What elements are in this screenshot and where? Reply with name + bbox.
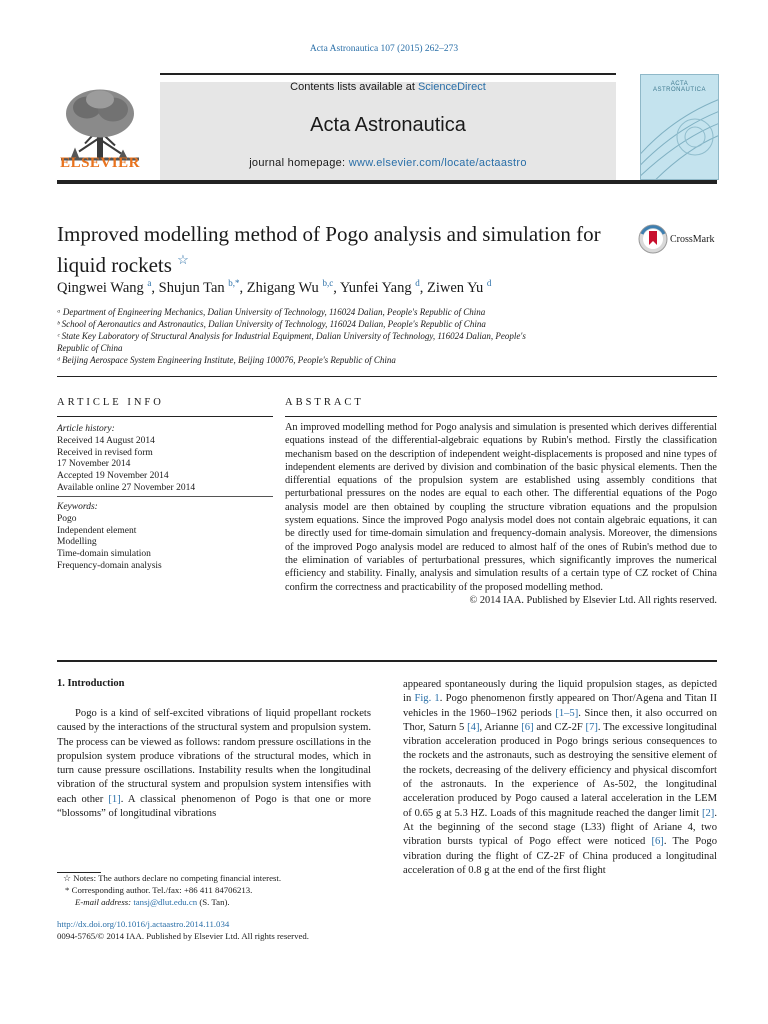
- issn-copyright-line: 0094-5765/© 2014 IAA. Published by Elsevier Ltd. All rights reserved.: [57, 931, 309, 941]
- article-title: [57, 222, 627, 278]
- doi-link[interactable]: http://dx.doi.org/10.1016/j.actaastro.2014.11.034: [57, 919, 230, 929]
- journal-cover-thumbnail: [640, 74, 719, 180]
- keyword-item: Independent element: [57, 525, 137, 536]
- abstract-copyright: © 2014 IAA. Published by Elsevier Ltd. All rights reserved.: [469, 594, 717, 606]
- reference-link[interactable]: [6]: [521, 721, 534, 733]
- reference-link[interactable]: [6]: [651, 836, 664, 848]
- body-text: . Pogo phenomenon firstly appeared on Thor/Agena and Titan II vehicles in the 1960–1962 periods: [403, 693, 717, 719]
- title-footnote-star[interactable]: ☆: [177, 252, 189, 267]
- affiliations-rule: [57, 376, 717, 377]
- body-text: , Arianne: [479, 721, 522, 733]
- journal-citation[interactable]: Acta Astronautica 107 (2015) 262–273: [309, 44, 459, 54]
- header-top-rule: [160, 73, 616, 75]
- author-affiliation-sup[interactable]: a: [147, 278, 152, 288]
- body-text: and CZ-2F: [533, 721, 586, 733]
- reference-link[interactable]: [7]: [585, 721, 598, 733]
- crossmark-icon: [638, 224, 668, 254]
- history-label: Article history:: [57, 424, 115, 434]
- doi-block: [57, 918, 397, 942]
- footnote-corresponding-author: * Corresponding author. Tel./fax: +86 411 84706213.: [65, 885, 253, 895]
- homepage-prefix: journal homepage:: [249, 157, 349, 169]
- footnotes: [57, 872, 371, 908]
- affiliation-item: ᶜ State Key Laboratory of Structural Analysis for Industrial Equipment, Dalian University of Technology, 116024 Dalian, People's Republic of China: [57, 331, 526, 353]
- cover-title: ACTA ASTRONAUTICA: [652, 81, 706, 93]
- affiliation-item: ᵈ Beijing Aerospace System Engineering Institute, Beijing 100076, People's Republic of China: [57, 355, 396, 365]
- body-text: Pogo is a kind of self-excited vibrations of liquid propellant rockets caused by the interactions of the structural system and propulsion system. The process can be viewed as follows: random pressure oscillations in the propulsion system produce vibrations of the structural modes, which in turn cause pressure oscillations. Instability results when the longitudinal vibration of the structural system and propulsion system intensifies with each other: [57, 708, 371, 805]
- keywords-label: Keywords:: [57, 502, 98, 512]
- history-item: Available online 27 November 2014: [57, 482, 196, 493]
- body-paragraph: [403, 678, 717, 878]
- reference-link[interactable]: [4]: [467, 721, 480, 733]
- history-keywords-rule: [57, 496, 273, 497]
- abstract-rule: [285, 416, 717, 417]
- affiliation-item: ᵇ School of Aeronautics and Astronautics, Dalian University of Technology, 116024 Dalian, People's Republic of China: [57, 319, 486, 329]
- history-item: Received in revised form: [57, 447, 153, 458]
- body-text: . Since then, it also occurred on Thor, Saturn 5: [403, 707, 717, 733]
- author-list: Qingwei Wang $^a$, Shujun Tan $^{b,*}$, Zhigang Wu $^{b,c}$, Yunfei Yang $^d$, Ziwen Yu $^d$: [57, 278, 492, 296]
- footnote-competing-interest: ☆ Notes: The authors declare no competing financial interest.: [63, 873, 282, 883]
- body-column-right: [403, 678, 717, 878]
- author-name: Yunfei Yang: [339, 279, 412, 296]
- keyword-item: Modelling: [57, 537, 97, 548]
- abstract-body: [285, 421, 717, 607]
- history-item: 17 November 2014: [57, 459, 131, 470]
- article-info-rule: [57, 416, 273, 417]
- contents-available-line: [160, 81, 616, 93]
- body-column-left: [57, 707, 371, 821]
- history-item: Received 14 August 2014: [57, 435, 155, 446]
- crossmark-label: CrossMark: [670, 234, 715, 245]
- body-text: appeared spontaneously during the liquid propulsion stages, as depicted in: [403, 679, 717, 705]
- author-affiliation-sup[interactable]: b,*: [228, 278, 240, 288]
- body-paragraph: [57, 707, 371, 821]
- abstract-heading: ABSTRACT: [285, 397, 364, 408]
- article-history: [57, 424, 273, 495]
- keyword-item: Time-domain simulation: [57, 549, 151, 560]
- author-affiliation-sup[interactable]: b,c: [322, 278, 334, 288]
- body-text: . The Pogo vibration during the flight of CZ-2F of China produced a longitudinal acceleration of 0.8 g at the end of the first flight: [403, 836, 718, 876]
- author-name: Shujun Tan: [158, 279, 225, 296]
- footnote-email: [57, 896, 371, 908]
- crossmark-badge[interactable]: [638, 224, 724, 256]
- author-affiliation-sup[interactable]: d: [415, 278, 420, 288]
- abstract-text: An improved modelling method for Pogo analysis and simulation is presented which derives differential equations instead of the differential-algebraic equations by Rubin's method. Firstly the classification mechanism based on the description of independent weight-displacements is proposed and nine types of independent elements are derived by division and combination of the basic physical elements. Then the differential equations of the propulsion system are established using assembly conditions that perturbational pressures on the nodes are equal to each other. The differential equations of the Pogo analysis model are then obtained by coupling the structure vibration equations and the propulsion system equations. Since the improved Pogo analysis model does not contain algebraic equations, it can be directly used for time-domain simulation and frequency-domain analysis. Moreover, the dimensions of the improved Pogo analysis model are reduced to almost half of the ones of Rubin's method due to the elimination of variables of perturbational pressures, which significantly improves the numerical efficiency and stability. Finally, analysis and simulation results of a certain type of CZ rocket of China confirm the correctness and practicability of the proposed modelling method.: [285, 422, 717, 593]
- email-suffix: (S. Tan).: [197, 897, 230, 907]
- author-name: Ziwen Yu: [426, 279, 484, 296]
- keyword-item: Pogo: [57, 513, 77, 524]
- contents-prefix: Contents lists available at: [290, 81, 418, 93]
- author-name: Zhigang Wu: [246, 279, 319, 296]
- author-name: Qingwei Wang: [57, 279, 144, 296]
- journal-homepage-link[interactable]: www.elsevier.com/locate/actaastro: [348, 157, 527, 169]
- body-text: . A classical phenomenon of Pogo is that one or more “blossoms” of longitudinal vibrations: [57, 793, 371, 820]
- journal-homepage-line: [160, 157, 616, 169]
- figure-link[interactable]: Fig. 1: [414, 693, 440, 705]
- journal-title: Acta Astronautica: [310, 114, 466, 136]
- email-label: E-mail address:: [75, 897, 134, 907]
- header-bottom-rule: [57, 180, 717, 184]
- section-heading-introduction: 1. Introduction: [57, 678, 125, 689]
- history-item: Accepted 19 November 2014: [57, 471, 169, 482]
- reference-link[interactable]: [1]: [108, 793, 121, 805]
- keyword-item: Frequency-domain analysis: [57, 560, 162, 571]
- body-text: . At the beginning of the second stage (L33) flight of Ariane 4, two vibration bursts typical of Pogo effect were noticed: [403, 807, 717, 848]
- abstract-end-rule: [57, 660, 717, 662]
- article-title-text: Improved modelling method of Pogo analysis and simulation for liquid rockets: [57, 222, 601, 277]
- affiliation-item: ᵃ Department of Engineering Mechanics, Dalian University of Technology, 116024 Dalian, People's Republic of China: [57, 307, 486, 317]
- sciencedirect-link[interactable]: ScienceDirect: [417, 81, 486, 93]
- email-link[interactable]: tansj@dlut.edu.cn: [133, 897, 198, 907]
- reference-link[interactable]: [2]: [701, 807, 715, 819]
- elsevier-wordmark: ELSEVIER: [60, 155, 140, 171]
- article-info-heading: ARTICLE INFO: [57, 397, 164, 408]
- author-affiliation-sup[interactable]: d: [486, 278, 492, 288]
- affiliation-list: [57, 306, 557, 366]
- reference-link[interactable]: [1–5]: [555, 707, 579, 719]
- keywords-list: [57, 502, 273, 573]
- body-text: . The excessive longitudinal vibration acceleration produced in Pogo brings serious consequences to the rockets and the astronauts, such as destroying the sensitive element of the rockets, decreasing of the delivery efficiency and physical discomfort of the astronauts. In the experience of As-502, the longitudinal acceleration produced by Pogo caused a lateral acceleration in the LEM of 0.65 g at 5.3 HZ. Loads of this magnitude reached the danger limit: [403, 721, 717, 819]
